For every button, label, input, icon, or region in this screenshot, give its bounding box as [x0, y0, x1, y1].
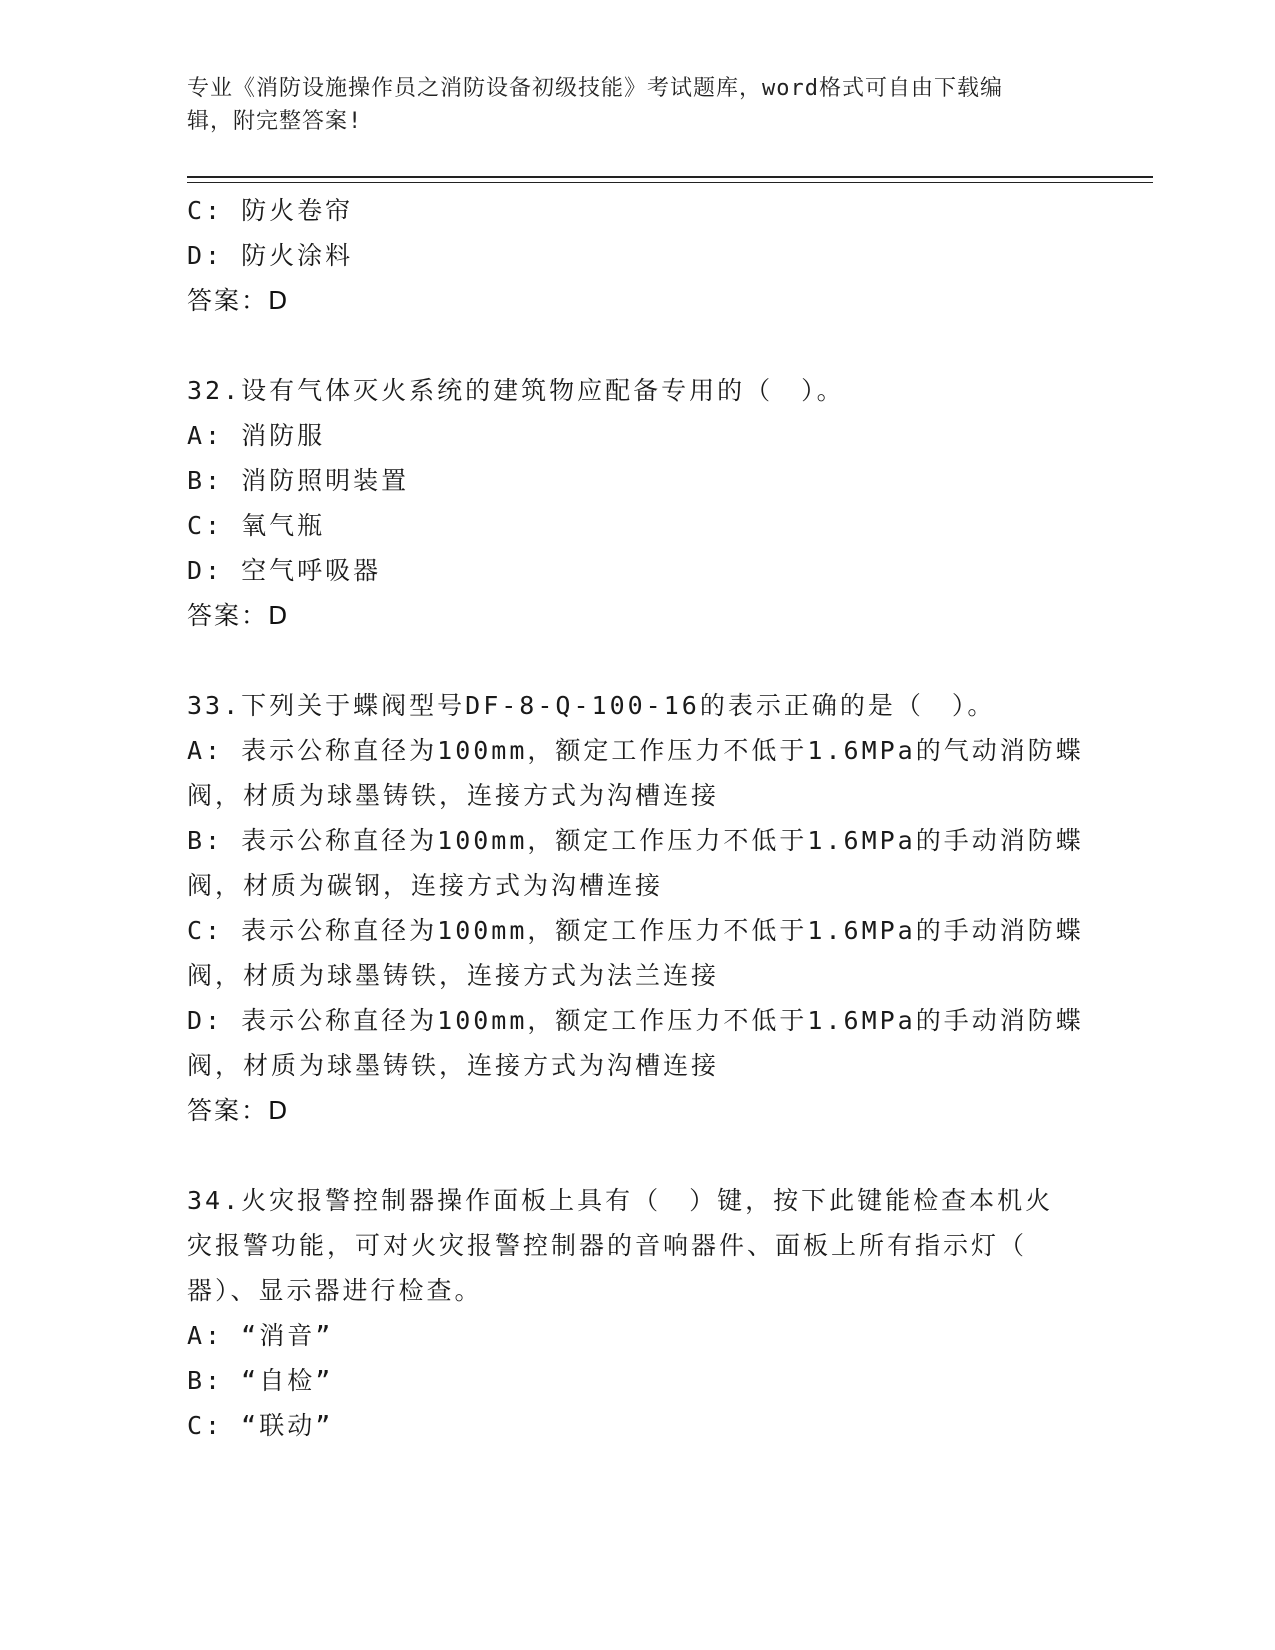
question-31-tail — [187, 188, 1087, 323]
header-rule-thick — [187, 176, 1153, 178]
spacer — [187, 323, 1087, 368]
option-b: B: “自检” — [187, 1366, 334, 1395]
question-33 — [187, 683, 1087, 1133]
question-stem-line-3: 器）、显示器进行检查。 — [187, 1276, 483, 1305]
answer-line: 答案：D — [187, 601, 290, 630]
option-c: C: 防火卷帘 — [187, 196, 354, 225]
header-line-1: 专业《消防设施操作员之消防设备初级技能》考试题库，word格式可自由下载编 — [187, 76, 1003, 101]
option-c: C: 氧气瓶 — [187, 511, 326, 540]
option-d: D: 防火涂料 — [187, 241, 354, 270]
option-d-line-2: 阀，材质为球墨铸铁，连接方式为沟槽连接 — [187, 1051, 720, 1080]
answer-line: 答案：D — [187, 286, 290, 315]
option-b-line-1: B: 表示公称直径为100mm，额定工作压力不低于1.6MPa的手动消防蝶 — [187, 826, 1084, 855]
header-line-2: 辑，附完整答案! — [187, 109, 363, 134]
option-c-line-2: 阀，材质为球墨铸铁，连接方式为法兰连接 — [187, 961, 720, 990]
document-header — [187, 72, 1087, 138]
question-32 — [187, 368, 1087, 638]
option-a-line-1: A: 表示公称直径为100mm，额定工作压力不低于1.6MPa的气动消防蝶 — [187, 736, 1084, 765]
option-d-line-1: D: 表示公称直径为100mm，额定工作压力不低于1.6MPa的手动消防蝶 — [187, 1006, 1084, 1035]
spacer — [187, 1133, 1087, 1178]
question-stem-line-2: 灾报警功能，可对火灾报警控制器的音响器件、面板上所有指示灯（ — [187, 1231, 1028, 1260]
option-b: B: 消防照明装置 — [187, 466, 410, 495]
question-stem-line-1: 34.火灾报警控制器操作面板上具有（ ）键，按下此键能检查本机火 — [187, 1186, 1054, 1215]
question-content — [187, 188, 1087, 1448]
option-a-line-2: 阀，材质为球墨铸铁，连接方式为沟槽连接 — [187, 781, 720, 810]
header-rule-thin — [187, 182, 1153, 183]
question-stem: 32.设有气体灭火系统的建筑物应配备专用的（ ）。 — [187, 376, 845, 405]
option-c: C: “联动” — [187, 1411, 334, 1440]
question-stem: 33.下列关于蝶阀型号DF-8-Q-100-16的表示正确的是（ ）。 — [187, 691, 996, 720]
option-a: A: “消音” — [187, 1321, 334, 1350]
spacer — [187, 638, 1087, 683]
option-b-line-2: 阀，材质为碳钢，连接方式为沟槽连接 — [187, 871, 664, 900]
option-a: A: 消防服 — [187, 421, 326, 450]
question-34 — [187, 1178, 1087, 1448]
option-c-line-1: C: 表示公称直径为100mm，额定工作压力不低于1.6MPa的手动消防蝶 — [187, 916, 1084, 945]
answer-line: 答案：D — [187, 1096, 290, 1125]
option-d: D: 空气呼吸器 — [187, 556, 382, 585]
